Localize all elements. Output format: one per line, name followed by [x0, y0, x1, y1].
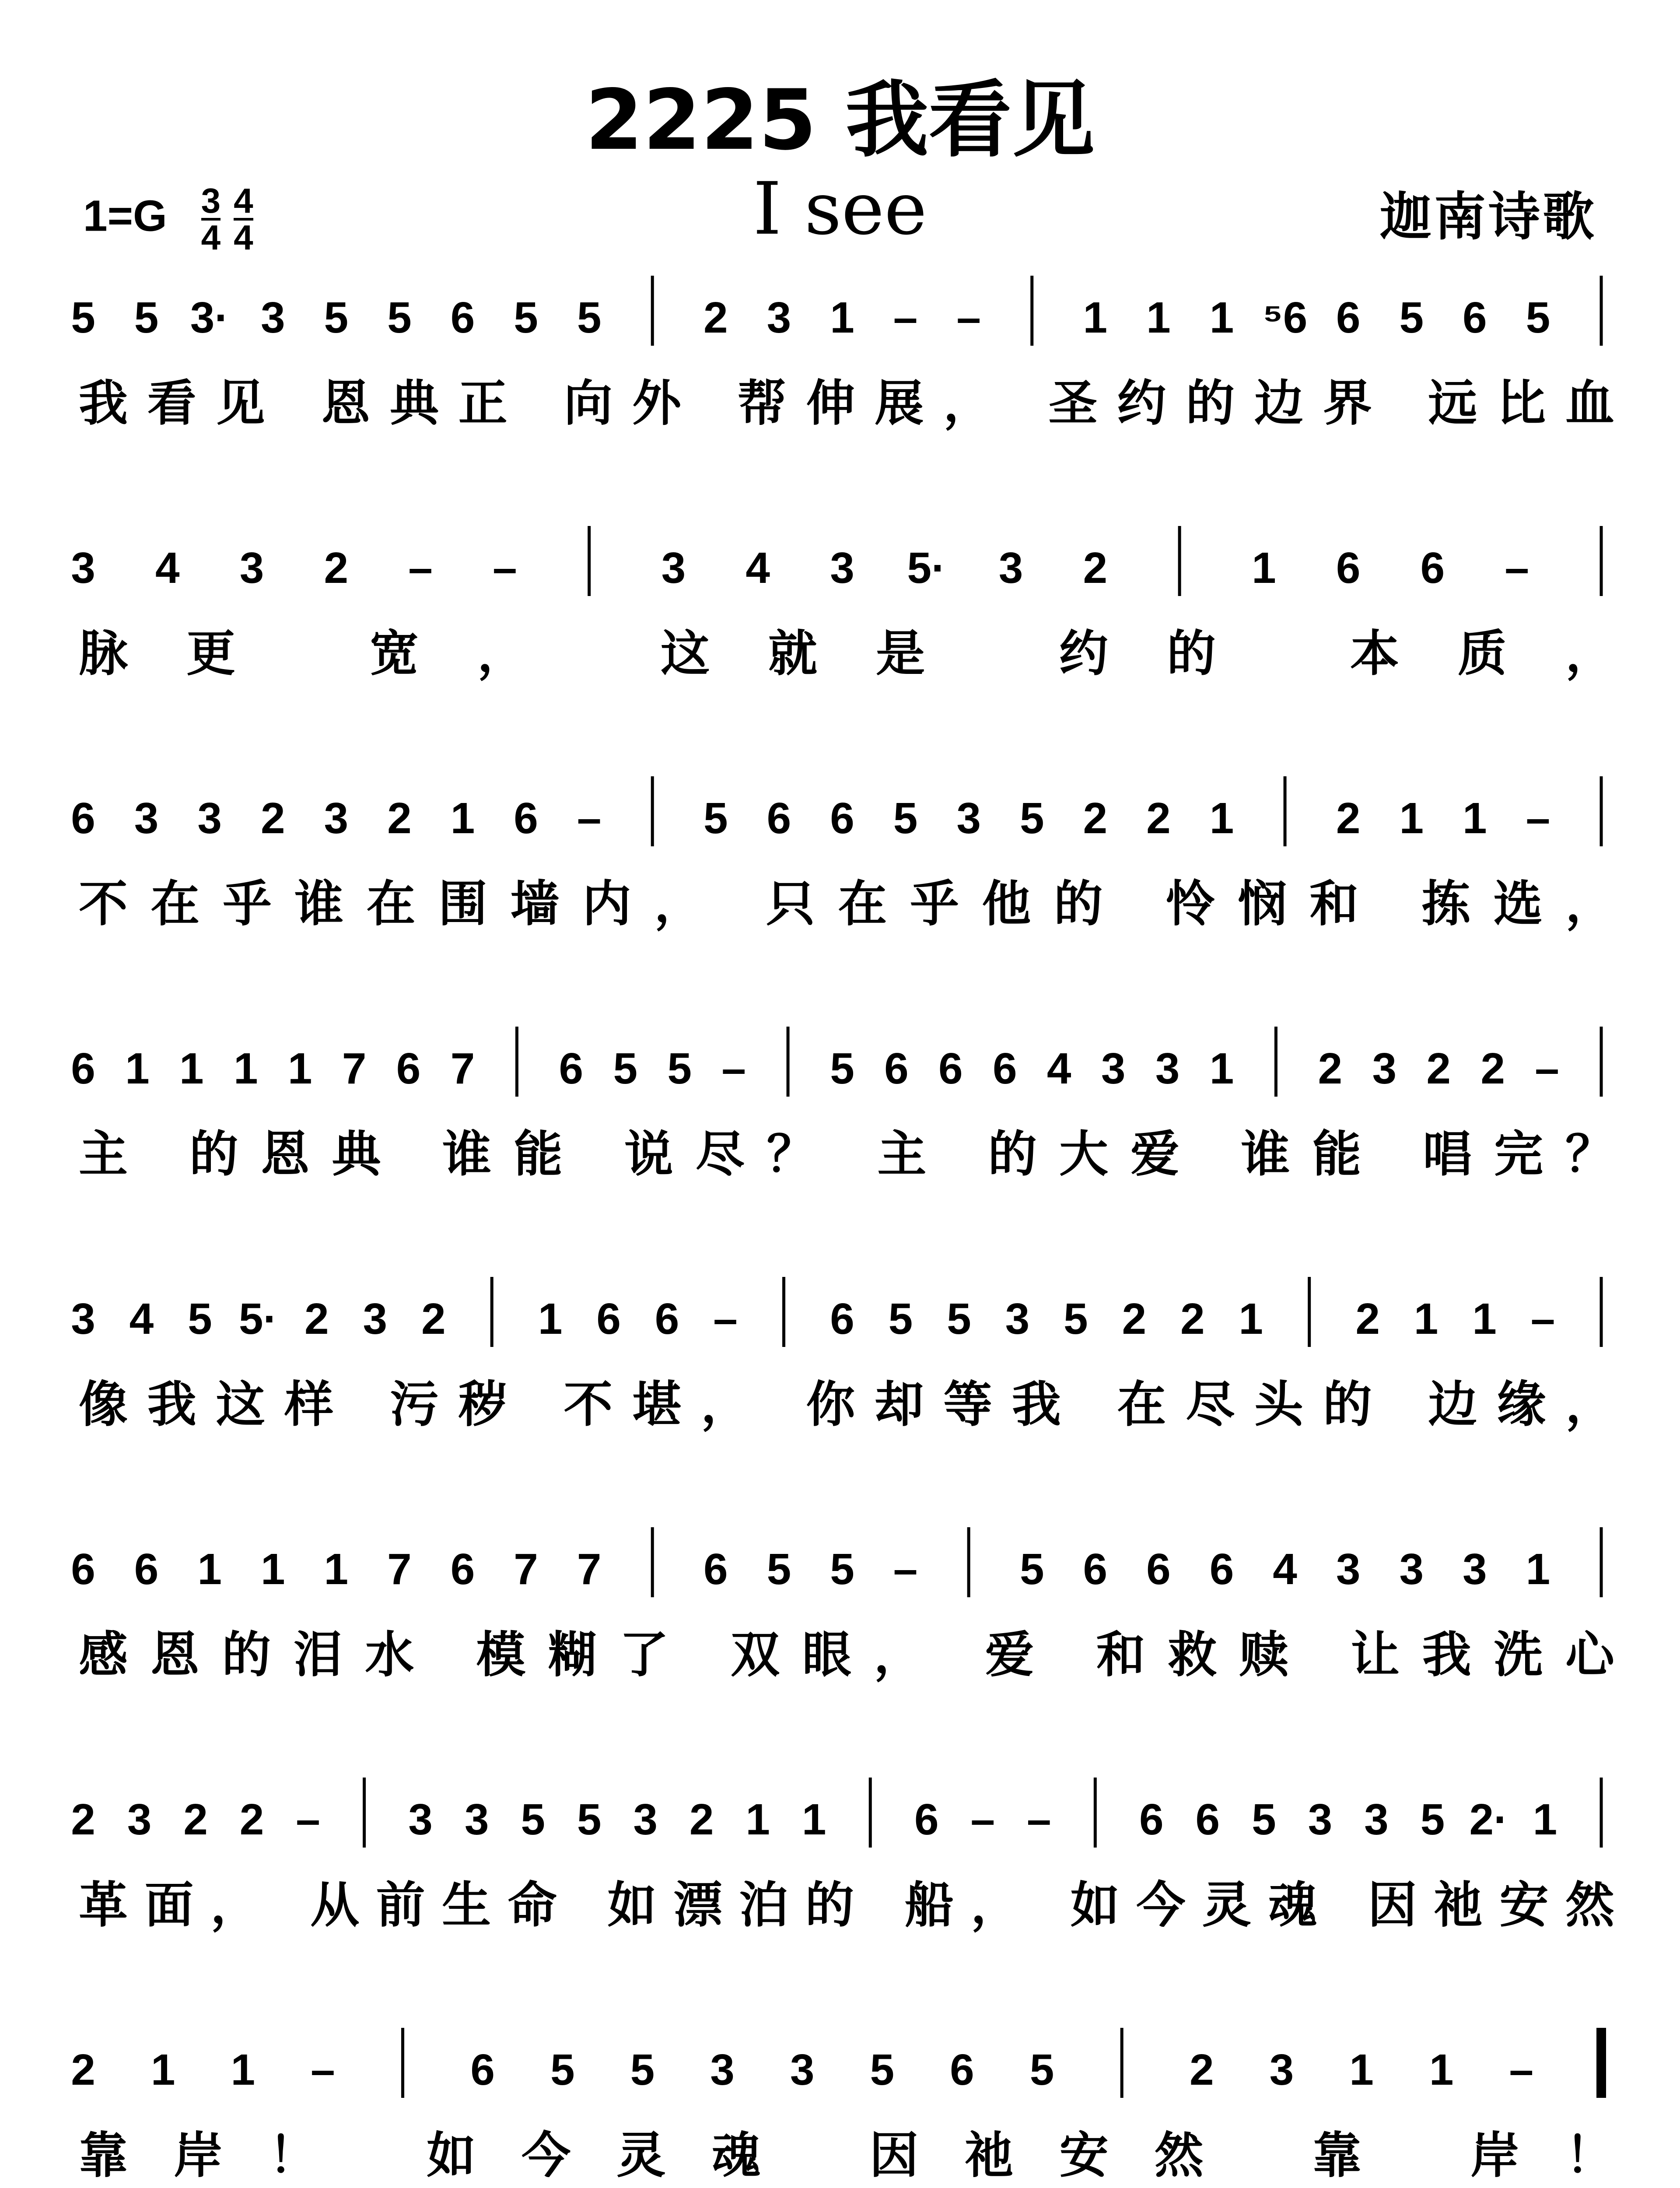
note: 1: [1414, 1294, 1438, 1343]
note: 3: [1399, 1545, 1424, 1594]
time-signature-bottom: 4: [201, 218, 221, 257]
note: 3: [830, 543, 854, 593]
note: 1: [1209, 1044, 1234, 1093]
note-extension: –: [577, 794, 602, 843]
note: 3: [71, 1294, 95, 1343]
note: 6: [830, 1294, 854, 1343]
note: 6: [450, 1545, 475, 1594]
note: 5: [830, 1545, 854, 1594]
note: 1: [150, 2045, 175, 2094]
note: 5: [71, 293, 95, 342]
note: 7: [450, 1044, 475, 1093]
note: 5: [577, 293, 602, 342]
author-label: 迦南诗歌: [1379, 186, 1597, 247]
note: 1: [830, 293, 854, 342]
note: 3·: [190, 293, 229, 342]
time-signature-top: 3: [201, 181, 221, 220]
lyric-line: 主 的恩典 谁能 说尽？ 主 的大爱 谁能 唱完？: [79, 1126, 1614, 1183]
note: 2: [1083, 543, 1108, 593]
note: 6: [1083, 1545, 1108, 1594]
note: 5: [704, 794, 728, 843]
note: 4: [155, 543, 180, 593]
note: 6: [1420, 543, 1445, 593]
note: 6: [950, 2045, 974, 2094]
key-label: 1=G: [83, 191, 167, 241]
note: 3: [998, 543, 1023, 593]
note: 5: [766, 1545, 791, 1594]
note: 6: [559, 1044, 584, 1093]
note: 6: [1146, 1545, 1171, 1594]
note-extension: –: [970, 1795, 995, 1844]
note: 3: [1101, 1044, 1126, 1093]
score-line: [71, 1778, 1615, 1934]
note: 5: [387, 293, 412, 342]
note: 1: [802, 1795, 826, 1844]
note: 6: [1463, 293, 1487, 342]
time-signature-bottom: 4: [234, 218, 253, 257]
note: 6: [938, 1044, 963, 1093]
note: ⁵6: [1262, 293, 1308, 342]
note: 5: [1252, 1795, 1276, 1844]
note: 2: [704, 293, 728, 342]
note: 3: [464, 1795, 489, 1844]
note: 7: [342, 1044, 367, 1093]
note: 3: [127, 1795, 152, 1844]
note: 1: [233, 1044, 258, 1093]
note: 3: [790, 2045, 815, 2094]
note: 2: [239, 1795, 264, 1844]
note: 4: [1273, 1545, 1297, 1594]
note-extension: –: [1027, 1795, 1051, 1844]
note: 3: [633, 1795, 658, 1844]
note: 3: [1005, 1294, 1030, 1343]
note: 1: [1526, 1545, 1550, 1594]
note: 2: [1426, 1044, 1451, 1093]
note: 1: [197, 1545, 222, 1594]
note: 2: [1122, 1294, 1147, 1343]
note: 6: [914, 1795, 939, 1844]
note: 1: [287, 1044, 312, 1093]
note-extension: –: [893, 293, 918, 342]
lyric-line: 感恩的泪水 模糊了 双眼， 爱 和救赎 让我洗心: [79, 1627, 1614, 1683]
score-line: [71, 526, 1614, 682]
note: 3: [1308, 1795, 1333, 1844]
note: 1: [179, 1044, 204, 1093]
note: 2: [1083, 794, 1108, 843]
note: 2: [71, 2045, 95, 2094]
note: 1: [1399, 794, 1424, 843]
note: 3: [324, 794, 349, 843]
note: 3: [1372, 1044, 1397, 1093]
lyric-line: 革面， 从前生命 如漂泊的 船， 如今灵魂 因祂安然: [79, 1877, 1615, 1934]
note: 3: [1155, 1044, 1180, 1093]
note: 5·: [907, 543, 946, 593]
note: 5: [577, 1795, 602, 1844]
note: 1: [1239, 1294, 1264, 1343]
note: 6: [470, 2045, 495, 2094]
note: 5: [134, 293, 159, 342]
note: 4: [1046, 1044, 1071, 1093]
note: 1: [1209, 293, 1234, 342]
note: 6: [514, 794, 538, 843]
note: 5: [830, 1044, 854, 1093]
note: 3: [71, 543, 95, 593]
song-subtitle: I see: [753, 167, 927, 251]
note: 1: [1472, 1294, 1497, 1343]
note: 1: [1463, 794, 1487, 843]
note: 4: [746, 543, 770, 593]
note: 6: [766, 794, 791, 843]
note: 2: [324, 543, 349, 593]
note-extension: –: [956, 293, 981, 342]
note: 5: [893, 794, 918, 843]
note: 2: [421, 1294, 446, 1343]
note: 2: [1480, 1044, 1505, 1093]
note: 6: [71, 1545, 95, 1594]
note: 5: [1526, 293, 1550, 342]
note: 6: [704, 1545, 728, 1594]
note: 6: [450, 293, 475, 342]
note: 5: [521, 1795, 545, 1844]
note: 6: [1209, 1545, 1234, 1594]
note: 2: [183, 1795, 208, 1844]
note-extension: –: [1530, 1294, 1555, 1343]
note: 6: [596, 1294, 621, 1343]
note: 1: [260, 1545, 285, 1594]
note: 3: [239, 543, 264, 593]
note: 1: [1533, 1795, 1558, 1844]
note: 2: [260, 794, 285, 843]
note: 3: [956, 794, 981, 843]
note: 4: [129, 1294, 154, 1343]
time-signature-top: 4: [234, 181, 253, 220]
note-extension: –: [493, 543, 517, 593]
note: 5: [1399, 293, 1424, 342]
note-extension: –: [1505, 543, 1530, 593]
note: 5: [324, 293, 349, 342]
note: 3: [260, 293, 285, 342]
note: 3: [766, 293, 791, 342]
score-line: [71, 1527, 1616, 1683]
note: 7: [387, 1545, 412, 1594]
note: 2: [304, 1294, 329, 1343]
note: 5: [1019, 1545, 1044, 1594]
note-extension: –: [713, 1294, 738, 1343]
note: 2: [1318, 1044, 1343, 1093]
note: 1: [746, 1795, 770, 1844]
note: 3: [1364, 1795, 1389, 1844]
note: 1: [324, 1545, 349, 1594]
note: 6: [884, 1044, 909, 1093]
note: 2·: [1469, 1795, 1508, 1844]
note-extension: –: [893, 1545, 918, 1594]
note: 5: [630, 2045, 655, 2094]
note: 6: [1336, 293, 1361, 342]
note-extension: –: [1509, 2045, 1534, 2094]
note: 2: [689, 1795, 714, 1844]
note: 1: [231, 2045, 256, 2094]
note: 3: [134, 794, 159, 843]
note: 6: [71, 1044, 95, 1093]
note: 3: [363, 1294, 388, 1343]
score-line: [71, 776, 1614, 933]
note: 6: [830, 794, 854, 843]
note: 6: [396, 1044, 421, 1093]
note: 2: [1190, 2045, 1214, 2094]
note-extension: –: [311, 2045, 335, 2094]
note: 6: [654, 1294, 679, 1343]
note: 1: [1083, 293, 1108, 342]
note: 6: [1195, 1795, 1220, 1844]
note: 3: [1336, 1545, 1361, 1594]
note: 1: [1209, 794, 1234, 843]
note: 7: [514, 1545, 538, 1594]
note: 5: [1019, 794, 1044, 843]
note: 1: [125, 1044, 150, 1093]
note: 3: [1269, 2045, 1294, 2094]
score-line: [71, 1277, 1614, 1433]
note: 6: [1139, 1795, 1164, 1844]
note: 5: [550, 2045, 575, 2094]
note: 2: [387, 794, 412, 843]
note: 6: [71, 794, 95, 843]
note: 1: [1349, 2045, 1374, 2094]
note: 1: [1429, 2045, 1454, 2094]
lyric-line: 像我这样 污秽 不堪， 你却等我 在尽头的 边缘，: [79, 1376, 1614, 1433]
note-extension: –: [408, 543, 433, 593]
note: 1: [1252, 543, 1276, 593]
note: 5: [514, 293, 538, 342]
lyric-line: 不在乎谁在围墙内， 只在乎他的 怜悯和 拣选，: [79, 876, 1615, 933]
note: 1: [1146, 293, 1171, 342]
note: 2: [1336, 794, 1361, 843]
note-extension: –: [296, 1795, 320, 1844]
note-extension: –: [1526, 794, 1550, 843]
lyric-line: 靠岸！ 如今灵魂 因祂安然 靠 岸！: [79, 2127, 1614, 2184]
note: 2: [1146, 794, 1171, 843]
note: 6: [134, 1545, 159, 1594]
lyric-line: 我看见 恩典正 向外 帮伸展， 圣约的边界 远比血: [79, 375, 1614, 432]
lyric-line: 脉更 宽， 这就是 约的 本质，: [79, 625, 1614, 682]
note: 3: [1463, 1545, 1487, 1594]
note: 3: [661, 543, 686, 593]
note: 7: [577, 1545, 602, 1594]
note: 3: [710, 2045, 735, 2094]
note: 5: [1420, 1795, 1445, 1844]
note: 2: [71, 1795, 95, 1844]
note: 5: [667, 1044, 692, 1093]
note: 6: [992, 1044, 1017, 1093]
note: 3: [408, 1795, 433, 1844]
score-line: [71, 1027, 1614, 1183]
note: 6: [1336, 543, 1361, 593]
note-extension: –: [1535, 1044, 1559, 1093]
note: 5: [188, 1294, 212, 1343]
score-line: [71, 2028, 1614, 2184]
note: 2: [1355, 1294, 1380, 1343]
note: 5: [1064, 1294, 1088, 1343]
note: 5: [870, 2045, 895, 2094]
song-title: 2225 我看见: [585, 72, 1095, 168]
note: 5: [613, 1044, 638, 1093]
note: 1: [450, 794, 475, 843]
note: 5: [888, 1294, 913, 1343]
note-extension: –: [721, 1044, 746, 1093]
score-line: [71, 276, 1614, 432]
note: 5: [1029, 2045, 1054, 2094]
note: 3: [197, 794, 222, 843]
note: 2: [1180, 1294, 1205, 1343]
note: 1: [538, 1294, 563, 1343]
note: 5·: [238, 1294, 278, 1343]
note: 5: [947, 1294, 971, 1343]
